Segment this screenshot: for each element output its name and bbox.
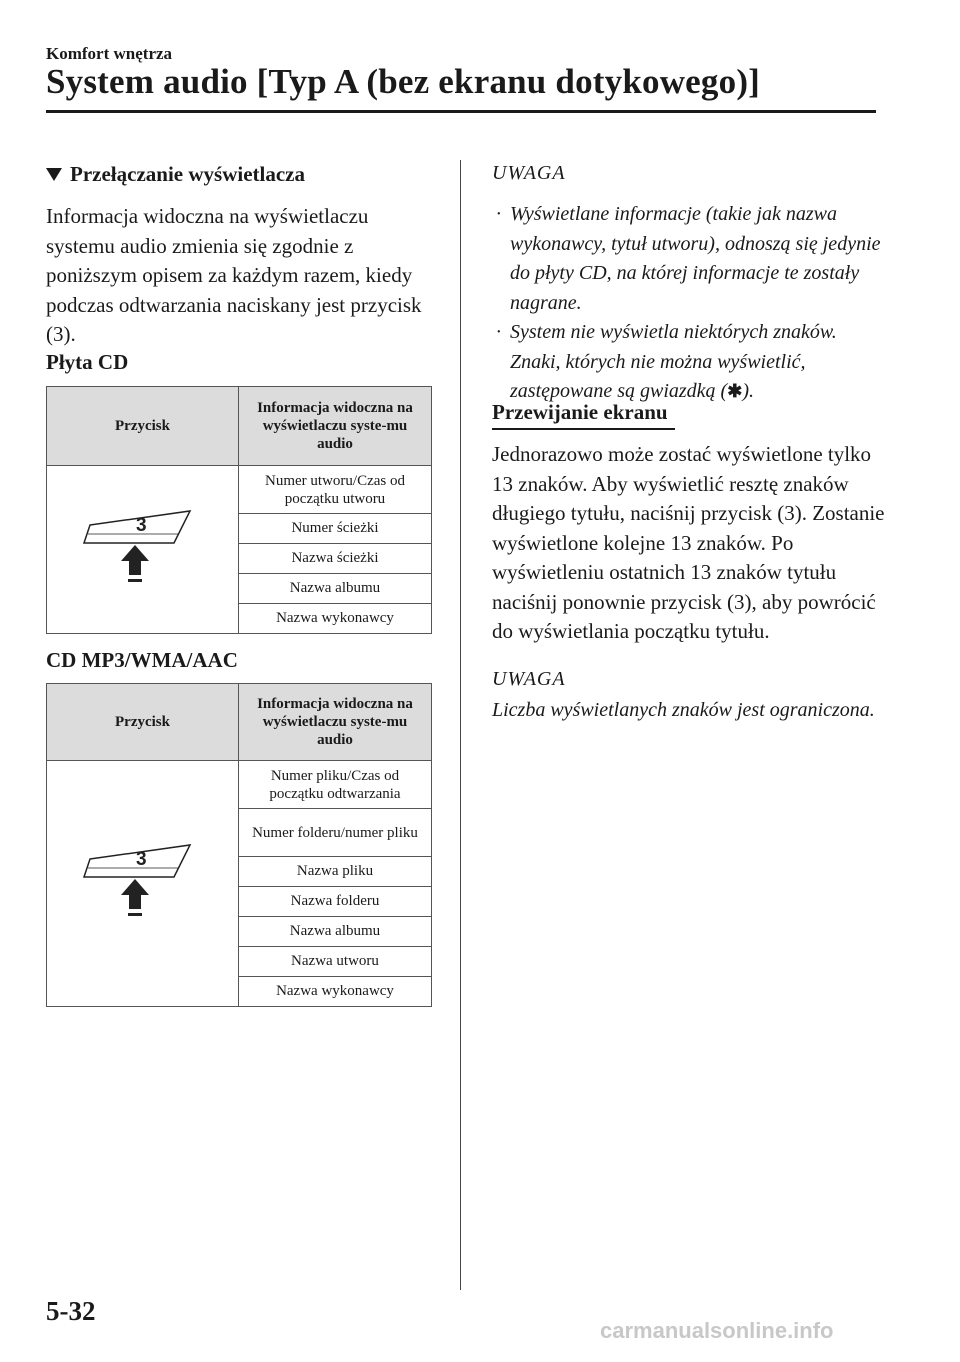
cd-table	[46, 386, 432, 634]
subheading-mp3: CD MP3/WMA/AAC	[46, 648, 238, 672]
cd-col-button-header: Przycisk	[47, 387, 239, 466]
mp3-col-button-header: Przycisk	[47, 684, 239, 761]
cd-row: Numer utworu/Czas od początku utworu	[239, 466, 432, 514]
note-bullet	[492, 200, 892, 318]
button-number: 3	[135, 515, 147, 536]
press-arrow-icon	[121, 879, 149, 916]
cd-row: Nazwa wykonawcy	[239, 604, 432, 634]
mp3-row: Nazwa folderu	[239, 887, 432, 917]
cd-row: Numer ścieżki	[239, 514, 432, 544]
page-title: System audio [Typ A (bez ekranu dotykowego)]	[46, 62, 761, 101]
cd-row: Nazwa ścieżki	[239, 544, 432, 574]
note-bullet-text: Wyświetlane informacje (takie jak nazwa wykonawcy, tytuł utworu), odnoszą się jedynie do płyty CD, na której informacje te zostały nagrane.	[510, 203, 881, 314]
audio-button-3-icon	[78, 831, 208, 931]
bullet-dot: ·	[496, 203, 501, 225]
note-bullet	[492, 318, 892, 407]
cd-row: Nazwa albumu	[239, 574, 432, 604]
audio-button-3-icon	[78, 497, 208, 597]
note-label: UWAGA	[492, 668, 566, 690]
note-label: UWAGA	[492, 162, 566, 184]
heading-display-switch	[46, 162, 305, 187]
asterisk-icon: ✱	[727, 381, 743, 401]
page-number: 5-32	[46, 1296, 96, 1326]
note-bullet-text: System nie wyświetla niektórych znaków. Znaki, których nie można wyświetlić, zastępowane są gwiazdką (	[510, 321, 837, 402]
section-label: Komfort wnętrza	[46, 44, 173, 63]
cd-button-cell	[47, 466, 239, 634]
bullet-dot: ·	[496, 321, 501, 343]
triangle-down-icon	[46, 168, 62, 181]
column-divider	[460, 160, 461, 1290]
mp3-row: Nazwa utworu	[239, 947, 432, 977]
mp3-row: Nazwa pliku	[239, 857, 432, 887]
scroll-paragraph: Jednorazowo może zostać wyświetlone tylko 13 znaków. Aby wyświetlić resztę znaków długiego tytułu, naciśnij przycisk (3). Zostanie wyświetlone kolejne 13 znaków. Po wyświetleniu ostatnich 13 znaków tytułu naciśnij ponownie przycisk (3), aby powrócić do wyświetlania początku tytułu.	[492, 442, 885, 643]
cd-col-info-header: Informacja widoczna na wyświetlaczu syste-mu audio	[239, 387, 432, 466]
mp3-button-cell	[47, 761, 239, 1007]
mp3-col-info-header: Informacja widoczna na wyświetlaczu syste-mu audio	[239, 684, 432, 761]
mp3-row: Numer folderu/numer pliku	[239, 809, 432, 857]
title-rule	[46, 110, 876, 113]
subheading-cd: Płyta CD	[46, 350, 129, 374]
section-rule	[492, 428, 675, 430]
heading-text: Przełączanie wyświetlacza	[70, 162, 305, 186]
intro-paragraph: Informacja widoczna na wyświetlaczu systemu audio zmienia się zgodnie z poniższym opisem za każdym razem, kiedy podczas odtwarzania naciskany jest przycisk (3).	[46, 204, 422, 346]
section-heading-scroll: Przewijanie ekranu	[492, 400, 668, 424]
press-arrow-icon	[121, 545, 149, 582]
mp3-row: Numer pliku/Czas od początku odtwarzania	[239, 761, 432, 809]
mp3-table	[46, 683, 432, 1007]
mp3-row: Nazwa wykonawcy	[239, 977, 432, 1007]
button-number: 3	[135, 849, 147, 870]
watermark: carmanualsonline.info	[600, 1318, 834, 1343]
mp3-row: Nazwa albumu	[239, 917, 432, 947]
note-text: Liczba wyświetlanych znaków jest ograniczona.	[492, 699, 875, 721]
note-bullet-text-end: ).	[742, 380, 754, 402]
note-bullets	[492, 200, 892, 407]
